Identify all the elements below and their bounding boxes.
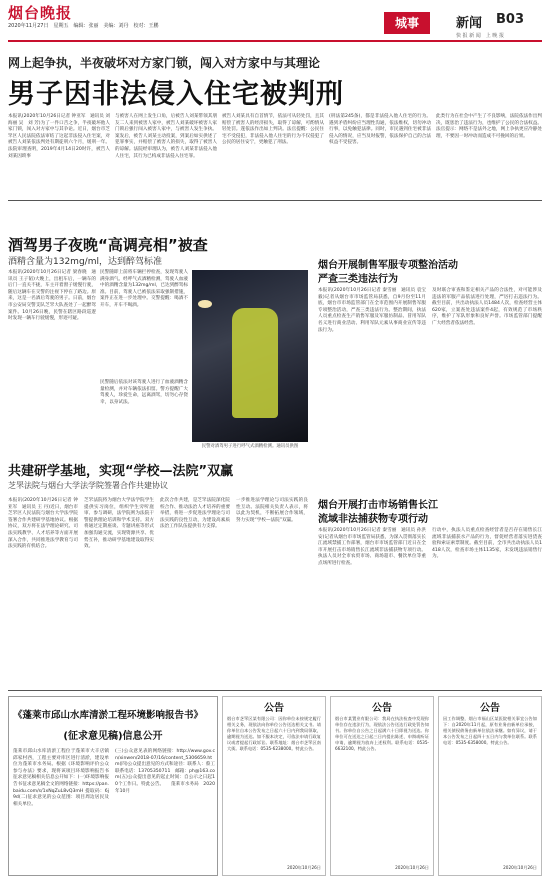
notice-text: 因工作调整，烟台市福山区某医院相关事宜公告如下：自2020年11月起，原有业务由新单位承接，相关债权债务由新单位依法承继。如有异议，请于本公告发布之日起四十五日内与我单位联系。联系电话：0535-6358000。特此公告。 [443, 716, 537, 745]
yangtze-col-2: 行动中，执法人员重点检查经营者是否存在销售长江流域非法捕获水产品的行为，督促经营者落实进货查验和索证索票制度。截至目前，全市共出动执法人员1418人次，检查市场主体1135家，未发现违法销售行为。 [432, 528, 542, 560]
study-subhead: 芝罘法院与烟台大学法学院签署合作共建协议 [8, 481, 168, 490]
issue-date-line: 2020年11月27日 星期五 编辑：张丽 美编：刘丹 校对：王鹏 [8, 23, 159, 29]
yangtze-headline-line2: 流域非法捕获物专项行动 [318, 514, 428, 525]
drunk-photo [192, 270, 308, 442]
drunk-subhead: 酒精含量为132mg/ml，达到醉驾标准 [8, 257, 162, 267]
drunk-col-3: 民警随后依法对该驾驶人进行了血液酒精含量检测，并对车辆依法扣留。警方提醒广大驾驶人，珍爱生命，远离酒驾，切勿心存侥幸，以身试法。 [100, 380, 188, 405]
study-col-4: 一步推进法学理论与司法实践的良性互动。法院相关负责人表示，将以此为契机，不断拓展合作领域，努力实现“学校—法院”双赢。 [236, 498, 308, 523]
divider [8, 200, 542, 201]
uniform-headline-line2: 严查三类违法行为 [318, 274, 398, 285]
lead-story [8, 46, 542, 198]
police-officer-figure [232, 308, 278, 418]
public-notice-1 [222, 696, 326, 876]
study-col-1: 本报讯(2020年10月26日记者 钟亚军 通讯员 王 丹)近日，烟台市芝罘区人民法院与烟台大学法学院签署合作共建研学基地协议。根据协议，双方将在法学理论研究、司法实践教学、人才培养等方面开展深入合作，共同推进法学教育与司法实践的有机结合。 [8, 498, 78, 550]
page-number: B03 [496, 12, 524, 27]
lead-kicker: 网上起争执，半夜破坏对方家门锁，闯入对方家中与其理论 [8, 56, 321, 70]
public-notice-2 [330, 696, 434, 876]
notice-title: 公告 [372, 703, 392, 714]
newspaper-logo: 烟台晚报 [8, 4, 73, 22]
yangtze-col-1: 本报讯(2020年10月26日记者 秦雪丽 通讯员 孙洪安)记者从烟台市市场监管局获悉，为深入贯彻落实长江流域禁捕工作部署，烟台市市场监管部门近日在全市开展打击市场销售长江流域非法捕获物专项行动。执法人员对全市农贸市场、商场超市、餐饮单位等重点场所进行检查。 [318, 528, 426, 566]
uniform-story [318, 204, 542, 384]
study-base-story [8, 458, 308, 688]
study-headline: 共建研学基地，实现“学校—法院”双赢 [8, 464, 234, 479]
drunk-headline: 酒驾男子夜晚“高调亮相”被查 [8, 236, 208, 254]
yangtze-story [318, 384, 542, 566]
drunk-driving-story [8, 204, 308, 456]
notice-text: 烟台市芝罘区某有限公司：因你单位未按规定履行相关义务，现依法向你单位公告送达相关文书。请你单位自本公告发布之日起六十日内到我局领取，逾期视为送达。如不服本决定，可依法申请行政复议或者提起行政诉讼。联系地址：烟台市芝罘区南大街。联系电话：0535-6238000。特此公告。 [227, 716, 321, 751]
uniform-headline-line1: 烟台开展制售军服专项整治活动 [318, 260, 458, 271]
report-title: 《蓬莱市邱山水库清淤工程环境影响报告书》 [13, 710, 204, 721]
drunk-photo-caption: 民警对酒驾男子进行呼气式酒精检测。通讯员供图 [201, 444, 299, 449]
study-col-2: 芝罘法院将为烟台大学法学院学生提供实习岗位，组织学生旁听庭审、参与调研，法学院则为法院干警提供理论培训和学术支持。双方将通过定期座谈、专题讲座等形式加强沟通交流，实现资源共享、优势互补，推动研学基地建设取得实效。 [84, 498, 154, 550]
report-col-1: 蓬莱市邱山水库清淤工程位于蓬莱市大辛店镇邱家村西，工程主要对库区进行清淤，建设单位为蓬莱市水务局。根据《环境影响评价公众参与办法》要求，现将该项目环境影响报告书征求意见稿相关信息公开如下：(一)环境影响报告书征求意见稿全文的网络链接：https://pan.baidu.com/s/1xNqZuL8vQ3mH 提取码：6j9d(二)征求意见的公众范围：项目周边居民及相关单位。 [13, 749, 109, 807]
notice-title: 公告 [264, 703, 284, 714]
report-subtitle: (征求意见稿)信息公开 [63, 731, 163, 742]
car-light [198, 300, 212, 308]
report-notice [8, 696, 218, 876]
public-notice-3 [438, 696, 542, 876]
notice-footer: 2020年10月26日 [503, 865, 537, 870]
masthead [0, 0, 550, 46]
drunk-col-2: 民警随即上前将车辆拦停检查，发现驾驶人满身酒气。经呼气式酒精检测，驾驶人血液中的酒精含量为132mg/ml，已达到醉驾标准。目前，驾驶人已被依法采取强制措施，案件正在进一步处理中。交警提醒：喝酒不开车，开车不喝酒。 [100, 270, 188, 308]
divider [8, 690, 542, 691]
yangtze-headline-line1: 烟台开展打击市场销售长江 [318, 500, 438, 511]
section-name: 新闻 [456, 16, 483, 31]
lead-col-2: 与被害人在网上发生口角，后被告人刘某带领其朋友二人来到被害人家中，被告人刘某破坏被害人家门锁后强行闯入被害人家中，与被害人发生争执。案发后，被告人刘某主动投案，到案后如实供述了犯罪事实，并赔偿了被害人的损失，取得了被害人的谅解。法院经审理认为，被告人刘某非法侵入他人住宅，其行为已构成非法侵入住宅罪。 [115, 114, 217, 159]
notice-title: 公告 [480, 703, 500, 714]
notice-footer: 2020年10月26日 [287, 865, 321, 870]
masthead-rule [8, 40, 542, 42]
lead-col-5: 此类行为在社会中产生了不良影响，法院依法作出判决，既惩治了违法行为，也维护了公民的合法权益。法官提示：网络不是法外之地，网上争执更应冷静处理，不要因一时冲动而造成不可挽回的后果。 [436, 114, 542, 139]
lead-col-3: 被告人刘某具有自首情节，依法可从轻处罚，且其赔偿了被害人的经济损失，取得了谅解，可酌情从轻处罚。遂依法作出如上判决。法官提醒：公民住宅不受侵犯，非法侵入他人住宅的行为不仅侵犯了公民的居住安宁，更触犯了刑法。 [222, 114, 324, 146]
lead-headline: 男子因非法侵入住宅被判刑 [8, 79, 344, 110]
report-col-2: (三)公众意见表的网络链接：http://www.gov.cn/xinwen/2018-07/16/content_5306659.htm(四)公众提出意见的方式和途径：联系人：蔡工 联系电话：13705350711 邮箱：ph@163.com(五)公众提出意见的起止时间：自公示之日起10个工作日。特此公告。 蓬莱市水务局 2020年10月 [115, 749, 220, 794]
uniform-col-1: 本报讯(2020年10月26日记者 秦雪丽 通讯员 袁宝毅)记者从烟台市市场监管局获悉，自9月份至11月底，烟台市市场监管部门在全市范围内开展制售军服专项整治活动，严查三类违法行为。整治期间，执法人员重点检查生产销售军服及军服仿制品、冒用军队名义进行商业活动、利用军队元素从事商业宣传等违法行为。 [318, 288, 426, 333]
drunk-col-1: 本报讯(2020年10月26日记者 梁春晓 通讯员 王子韬)大晚上，出租车后，一辆车的后门一直关不拢，车主开着窗子缓慢行驶，随后这辆车在交警的注视下停在了路边。原来，这是一名酒后驾驶的男子。日前，烟台市公安局交警支队芝罘大队查处了一起醉驾案件。10月26日晚，民警在辖区路段巡逻时发现一辆车行驶缓慢，形迹可疑。 [8, 270, 96, 322]
lead-col-4: (刑法第245条)，都是非法侵入他人住宅的行为。遇到矛盾纠纷应当理性沟通，依法维权，切勿冲动行事，以免触犯法律。同时，市民遇到住宅被非法侵入的情况，应当及时报警，依法保护自己的合法权益不受侵害。 [329, 114, 431, 146]
notice-text: 烟台市某置业有限公司：我局在执法检查中发现你单位存在违法行为，现依法公告送达行政处罚告知书。你单位自公告之日起满六十日即视为送达。你单位可在送达之日起三日内提出陈述、申辩或听证申请，逾期视为放弃上述权利。联系电话：0535-6632100。特此公告。 [335, 716, 429, 751]
lead-col-1: 本报讯(2020年10月26日记者 钟亚军 通讯员 刘海丽 吴 刘 芳)为了一件口舌之争，半夜破坏他人家门锁，闯入对方家中与其争论。近日，烟台市芝罘区人民法院依法审结了这起非法侵入住宅案，对被告人刘某依法判处有期徒刑六个月，缓刑一年。法院审理查明，2019年4月14日20时许，被告人刘某因琐事 [8, 114, 110, 159]
masthead-slogan: 快 报 新 闻 上 晚 报 [456, 33, 504, 39]
uniform-col-2: 及时联合审查和鉴定相关产品的合法性，对可能涉及违法的军服产品依法进行处理，严厉打击违法行为。截至目前，共出动执法人员1484人次，检查经营主体620家，立案查处违法案件4起，有效规范了市场秩序，维护了军队形象和良好声誉。市场监管部门提醒广大经营者依法经营。 [432, 288, 542, 326]
notice-footer: 2020年10月26日 [395, 865, 429, 870]
study-col-3: 此次合作共建，是芝罘法院深化院校合作、推动法治人才培养的重要举措，将进一步促进法学理论与司法实践的良性互动，为建设高素质法治工作队伍提供有力支撑。 [160, 498, 230, 530]
section-tag: 城事 [384, 12, 430, 34]
